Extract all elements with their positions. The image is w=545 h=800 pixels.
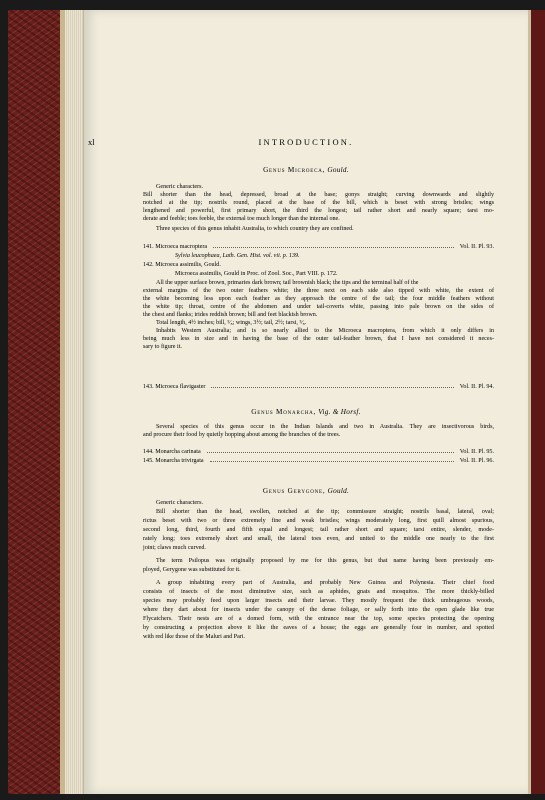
species-name: 141. Microeca macroptera <box>143 244 208 250</box>
species-entry-144 <box>143 449 494 455</box>
leader-dots <box>213 247 454 248</box>
text-line: sary to figure it. <box>143 344 182 350</box>
genus-author: Gould. <box>327 487 350 495</box>
species-name: 144. Monarcha carinata <box>143 449 201 455</box>
text-line: the chest and flanks; irides reddish brown; bill and feet blackish brown. <box>143 312 318 318</box>
text-line: external margins of the two outer feathers white; the three next on each side also tipped with white, the extent of <box>143 288 494 294</box>
text-line: with red like those of the Maluri and Pari. <box>143 634 246 640</box>
genus-title: Genus Monarcha, <box>251 408 317 416</box>
text-line: notched at the tip; nostrils round, placed at the base of the bill, which is beset with strong bristles; wings <box>143 200 494 206</box>
text-line: lengthened and powerful, first primary short, the third the longest; tail rather short and nearly square; tarsi mo- <box>143 208 494 214</box>
measurements-line: Total length, 4½ inches; bill, ⁵⁄₈; wings, 3½; tail, 2½; tarsi, ⁵⁄₈. <box>156 320 307 326</box>
running-head: INTRODUCTION. <box>258 137 354 147</box>
genus-heading-microeca <box>84 166 528 174</box>
text-line: the white becoming less upon each feather as they approach the centre of the tail; the four middle feathers without <box>143 296 494 302</box>
text-line: joint; claws much curved. <box>143 545 206 551</box>
book-cover-right <box>531 10 545 794</box>
text-line: A group inhabiting every part of Australia, and probably New Guinea and Polynesia. Their chief food <box>156 580 494 586</box>
text-line: where they dart about for insects under the canopy of the dense foliage, or sally forth into the open glade like true <box>143 607 494 613</box>
text-line: Inhabits Western Australia; and is so nearly allied to the Microeca macroptera, from which it only differs in <box>156 328 494 334</box>
text-line: rately long; toes extremely short and small, the lateral toes even, and united to the middle one nearly to the first <box>143 536 494 542</box>
leader-dots <box>211 387 453 388</box>
plate-reference: Vol. II. Pl. 96. <box>459 458 494 464</box>
species-entry-143 <box>143 384 494 390</box>
text-line: second long, third, fourth and fifth equal and longest; tail rather short and square; tarsi entire, slender, mode- <box>143 527 494 533</box>
synonym-line: Sylvia leucophaea, Lath. Gen. Hist. vol. vii. p. 139. <box>175 253 300 259</box>
text-line: Three species of this genus inhabit Australia, to which country they are confined. <box>156 226 354 232</box>
text-line: by constructing a projection above it like the eaves of a house; the eggs are generally four in number, and spotted <box>143 625 494 631</box>
page-edges <box>65 10 84 794</box>
genus-title: Genus Gerygone, <box>262 487 326 495</box>
text-line: Bill shorter than the head, depressed, broad at the base; gonys straight; curving downwards and slightly <box>143 192 494 198</box>
genus-heading-monarcha <box>84 408 528 416</box>
text-line: All the upper surface brown, primaries dark brown; tail brownish black; the tips and the terminal half of the <box>156 280 419 286</box>
genus-author: Vig. & Horsf. <box>318 408 361 416</box>
text-line: Several species of this genus occur in the Indian Islands and two in Australia. They are insectivorous birds, <box>156 424 494 430</box>
text-line: derate and feeble; toes feeble, the external toe much longer than the internal one. <box>143 216 340 222</box>
species-entry-142: 142. Microeca assimilis, Gould. <box>143 262 221 268</box>
text-line: Generic characters. <box>156 500 204 506</box>
text-line: rictus beset with two or three extremely fine and weak bristles; wings moderately long, first quill almost spurious, <box>143 518 494 524</box>
plate-reference: Vol. II. Pl. 95. <box>459 449 494 455</box>
text-line: and procure their food by quietly hopping about among the branches of the trees. <box>143 432 341 438</box>
plate-reference: Vol. II. Pl. 94. <box>459 384 494 390</box>
text-line: being much less in size and in having the base of the outer tail-feather brown, that I have not considered it neces- <box>143 336 494 342</box>
text-line: species may probably feed upon larger insects and their larvae. They mostly frequent the thick umbrageous woods, <box>143 598 494 604</box>
leader-dots <box>210 461 454 462</box>
species-entry-145 <box>143 458 494 464</box>
text-line: Flycatchers. Their nests are of a domed form, with the entrance near the top, some species protecting the opening <box>143 616 494 622</box>
genus-author: Gould. <box>327 166 349 174</box>
text-line: Bill shorter than the head, swollen, notched at the tip; commissure straight; nostrils basal, lateral, oval; <box>156 509 494 515</box>
text-line: Generic characters. <box>156 184 204 190</box>
plate-reference: Vol. II. Pl. 93. <box>459 244 494 250</box>
text-line: ployed, Gerygone was substituted for it. <box>143 567 241 573</box>
leader-dots <box>207 452 454 453</box>
page-number: xl <box>88 137 95 147</box>
book-cover-left <box>8 10 60 794</box>
text-line: consists of insects of the most diminutive size, such as aphides, gnats and mosquitos. The more thickly-billed <box>143 589 494 595</box>
text-line: The term Psilopus was originally proposed by me for this genus, but that name having been previously em- <box>156 558 494 564</box>
species-name: 145. Monarcha trivirgata <box>143 458 204 464</box>
text-line: the white tip; throat, centre of the abdomen and under tail-coverts white, passing into pale brown on the sides of <box>143 304 494 310</box>
genus-title: Genus Microeca, <box>263 166 326 174</box>
species-entry-141 <box>143 244 494 250</box>
book-page <box>84 10 528 794</box>
species-name: 143. Microeca flavigaster <box>143 384 206 390</box>
genus-heading-gerygone <box>84 487 528 495</box>
synonym-line: Microeca assimilis, Gould in Proc. of Zool. Soc., Part VIII. p. 172. <box>175 271 338 277</box>
